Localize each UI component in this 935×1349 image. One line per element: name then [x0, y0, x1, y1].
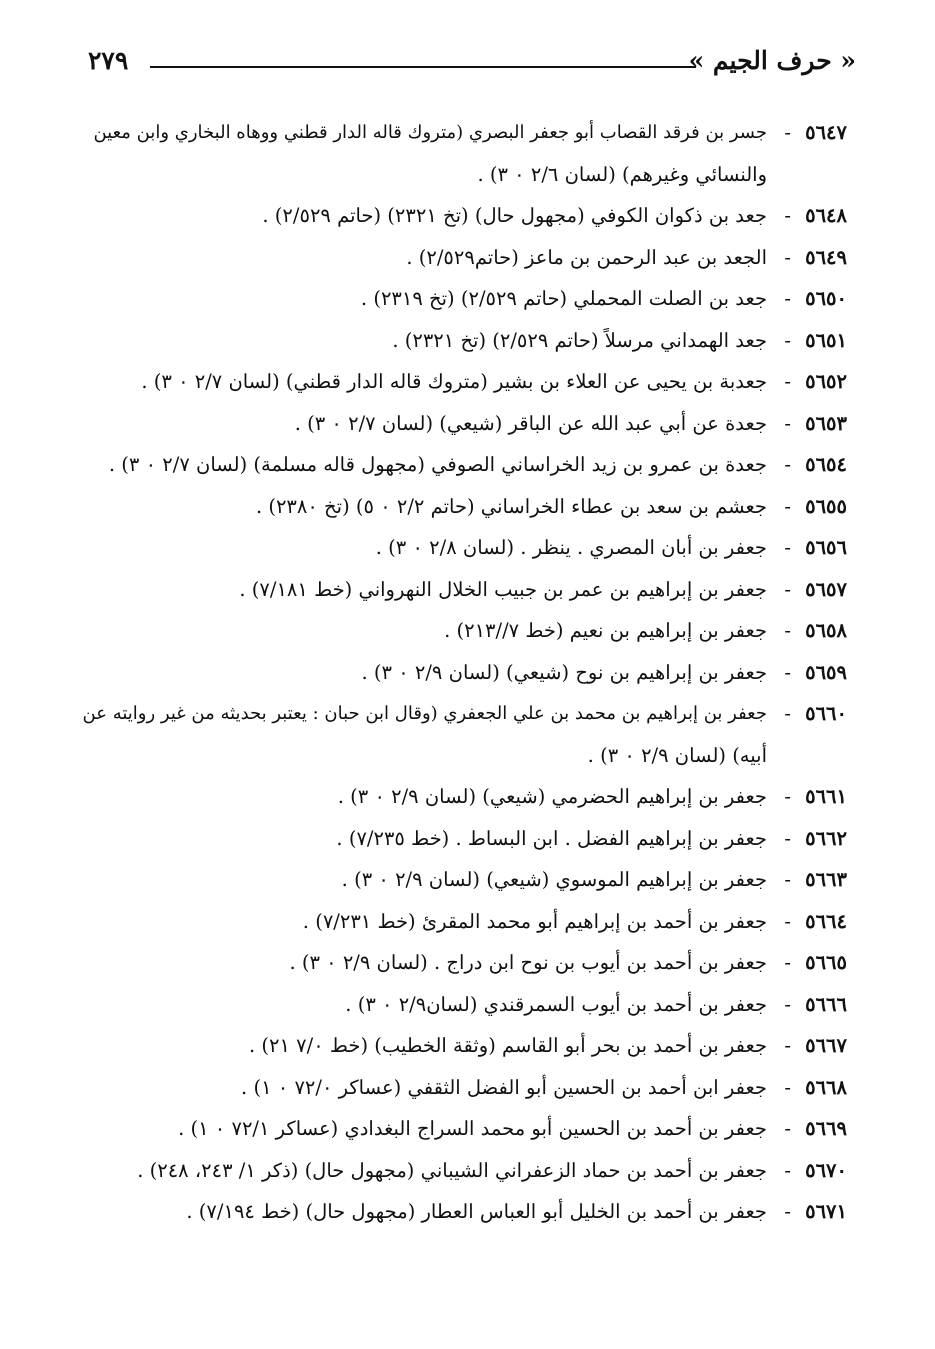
- entry-number: ٥٦٧١: [805, 1200, 847, 1223]
- entry-text-continued: والنسائي وغيرهم) (لسان ٢/٦ ٠ ٣) .: [477, 162, 767, 186]
- entry: [77, 693, 847, 776]
- page-number: ٢٧٩: [88, 46, 129, 75]
- entry-dash: -: [784, 287, 791, 310]
- chapter-title: « حرف الجيم »: [688, 46, 856, 75]
- entry: [77, 361, 847, 403]
- entry-text: جعفر بن أحمد بن الحسين أبو محمد السراج البغدادي (عساكر ٧٢/١ ٠ ١) .: [178, 1117, 767, 1140]
- entry-text: جعدبة بن يحيى عن العلاء بن بشير (متروك قاله الدار قطني) (لسان ٢/٧ ٠ ٣) .: [141, 370, 767, 393]
- entry-number: ٥٦٥٤: [805, 453, 847, 476]
- entry-text: جعفر بن أحمد بن حماد الزعفراني الشيباني (مجهول حال) (ذكر ١/ ٢٤٣، ٢٤٨) .: [137, 1158, 767, 1182]
- page-header: [88, 44, 856, 84]
- entry-number: ٥٦٧٠: [805, 1158, 847, 1182]
- entry-number: ٥٦٤٧: [805, 121, 847, 144]
- entry: [77, 320, 847, 362]
- entry: [77, 195, 847, 237]
- entry-number: ٥٦٥٠: [805, 287, 847, 310]
- entry: [77, 1150, 847, 1192]
- entry-number: ٥٦٥٣: [805, 411, 847, 435]
- entry: [77, 486, 847, 528]
- entry-number: ٥٦٤٩: [805, 245, 847, 269]
- entry: [77, 278, 847, 320]
- entry-text: جعفر بن أحمد بن أيوب بن نوح ابن دراج . (لسان ٢/٩ ٠ ٣) .: [289, 951, 767, 974]
- entry-text: جسر بن فرقد القصاب أبو جعفر البصري (متروك قاله الدار قطني ووهاه البخاري وابن معين: [93, 122, 767, 143]
- entry-dash: -: [784, 494, 791, 518]
- entry-dash: -: [784, 536, 791, 559]
- entry-text: جعفر بن أحمد بن أيوب السمرقندي (لسان٢/٩ ٠ ٣) .: [345, 992, 767, 1016]
- entry: [77, 1067, 847, 1109]
- entry-dash: -: [784, 992, 791, 1016]
- entry-number: ٥٦٥٨: [805, 619, 847, 642]
- entry-dash: -: [784, 328, 791, 352]
- entry: [77, 901, 847, 943]
- entry-number: ٥٦٥٥: [805, 494, 847, 518]
- entry-number: ٥٦٦٨: [805, 1075, 847, 1099]
- entry-dash: -: [784, 245, 791, 269]
- entry-dash: -: [784, 121, 791, 144]
- entry: [77, 776, 847, 818]
- entry-number: ٥٦٦١: [805, 785, 847, 808]
- entry-number: ٥٦٦٦: [805, 992, 847, 1016]
- entry-number: ٥٦٦٧: [805, 1034, 847, 1057]
- entry-dash: -: [784, 702, 791, 725]
- entry: [77, 984, 847, 1026]
- entry-number: ٥٦٦٢: [805, 826, 847, 850]
- entry-dash: -: [784, 868, 791, 891]
- entry: [77, 818, 847, 860]
- entry-text: جعفر ابن أحمد بن الحسين أبو الفضل الثقفي (عساكر ٧٢/٠ ٠ ١) .: [241, 1075, 767, 1099]
- entry-text: جعفر بن إبراهيم بن عمر بن جبيب الخلال النهرواني (خط ٧/١٨١) .: [239, 577, 767, 601]
- entry-text: جعد الهمداني مرسلاً (حاتم ٢/٥٢٩) (تخ ٢٣٢١) .: [392, 328, 767, 352]
- entry-text: جعفر بن أبان المصري . ينظر . (لسان ٢/٨ ٠ ٣) .: [375, 536, 767, 559]
- entry-number: ٥٦٥٢: [805, 370, 847, 393]
- entry-dash: -: [784, 826, 791, 850]
- entry: [77, 527, 847, 569]
- entry-number: ٥٦٤٨: [805, 204, 847, 227]
- entry: [77, 444, 847, 486]
- entry-text: الجعد بن عبد الرحمن بن ماعز (حاتم٢/٥٢٩) .: [406, 245, 767, 269]
- entry-number: ٥٦٥٧: [805, 577, 847, 601]
- entry: [77, 1191, 847, 1233]
- entry-dash: -: [784, 1158, 791, 1182]
- entries-list: [77, 112, 847, 1233]
- entry: [77, 1108, 847, 1150]
- entry-text: جعفر بن إبراهيم الفضل . ابن البساط . (خط ٧/٢٣٥) .: [336, 826, 767, 850]
- entry-dash: -: [784, 411, 791, 435]
- entry-dash: -: [784, 1034, 791, 1057]
- entry-dash: -: [784, 619, 791, 642]
- entry-text: جعد بن ذكوان الكوفي (مجهول حال) (تخ ٢٣٢١) (حاتم ٢/٥٢٩) .: [262, 204, 767, 227]
- entry-number: ٥٦٦٥: [805, 951, 847, 974]
- entry-number: ٥٦٥٩: [805, 660, 847, 684]
- entry-text: جعشم بن سعد بن عطاء الخراساني (حاتم ٢/٢ ٠ ٥) (تخ ٢٣٨٠) .: [255, 494, 767, 518]
- entry-dash: -: [784, 785, 791, 808]
- entry: [77, 610, 847, 652]
- entry: [77, 942, 847, 984]
- entry-text: جعفر بن إبراهيم بن نعيم (خط ٧//٢١٣) .: [444, 619, 767, 642]
- entry-text: جعد بن الصلت المحملي (حاتم ٢/٥٢٩) (تخ ٢٣١٩) .: [360, 287, 767, 310]
- entry-dash: -: [784, 577, 791, 601]
- entry-dash: -: [784, 1075, 791, 1099]
- entry: [77, 569, 847, 611]
- entry-text: جعدة بن عمرو بن زيد الخراساني الصوفي (مجهول قاله مسلمة) (لسان ٢/٧ ٠ ٣) .: [108, 453, 767, 476]
- entry-text-continued: أبيه) (لسان ٢/٩ ٠ ٣) .: [587, 743, 767, 767]
- entry-text: جعفر بن إبراهيم بن محمد بن علي الجعفري (وقال ابن حبان : يعتبر بحديثه من غير روايته عن: [82, 703, 767, 724]
- entry-text: جعفر بن أحمد بن إبراهيم أبو محمد المقرئ (خط ٧/٢٣١) .: [302, 909, 767, 933]
- entry: [77, 1025, 847, 1067]
- entry-text: جعفر بن أحمد بن الخليل أبو العباس العطار (مجهول حال) (خط ٧/١٩٤) .: [186, 1200, 767, 1223]
- entry-text: جعدة عن أبي عبد الله عن الباقر (شيعي) (لسان ٢/٧ ٠ ٣) .: [294, 411, 767, 435]
- entry-number: ٥٦٦٠: [805, 702, 847, 725]
- entry: [77, 652, 847, 694]
- entry-text: جعفر بن إبراهيم بن نوح (شيعي) (لسان ٢/٩ ٠ ٣) .: [361, 660, 767, 684]
- entry-dash: -: [784, 1200, 791, 1223]
- entry: [77, 403, 847, 445]
- entry: [77, 112, 847, 195]
- entry: [77, 859, 847, 901]
- entry-dash: -: [784, 370, 791, 393]
- entry-number: ٥٦٦٤: [805, 909, 847, 933]
- entry-dash: -: [784, 951, 791, 974]
- entry-number: ٥٦٥٦: [805, 536, 847, 559]
- entry-text: جعفر بن إبراهيم الموسوي (شيعي) (لسان ٢/٩ ٠ ٣) .: [341, 868, 767, 891]
- entry-dash: -: [784, 453, 791, 476]
- entry-dash: -: [784, 909, 791, 933]
- entry-number: ٥٦٥١: [805, 328, 847, 352]
- entry: [77, 237, 847, 279]
- entry-dash: -: [784, 660, 791, 684]
- entry-dash: -: [784, 204, 791, 227]
- entry-number: ٥٦٦٣: [805, 868, 847, 891]
- entry-dash: -: [784, 1117, 791, 1140]
- entry-text: جعفر بن أحمد بن بحر أبو القاسم (وثقة الخطيب) (خط ٧/٠ ٢١) .: [249, 1034, 767, 1057]
- header-rule: [150, 66, 696, 68]
- entry-number: ٥٦٦٩: [805, 1117, 847, 1140]
- entry-text: جعفر بن إبراهيم الحضرمي (شيعي) (لسان ٢/٩ ٠ ٣) .: [337, 785, 767, 808]
